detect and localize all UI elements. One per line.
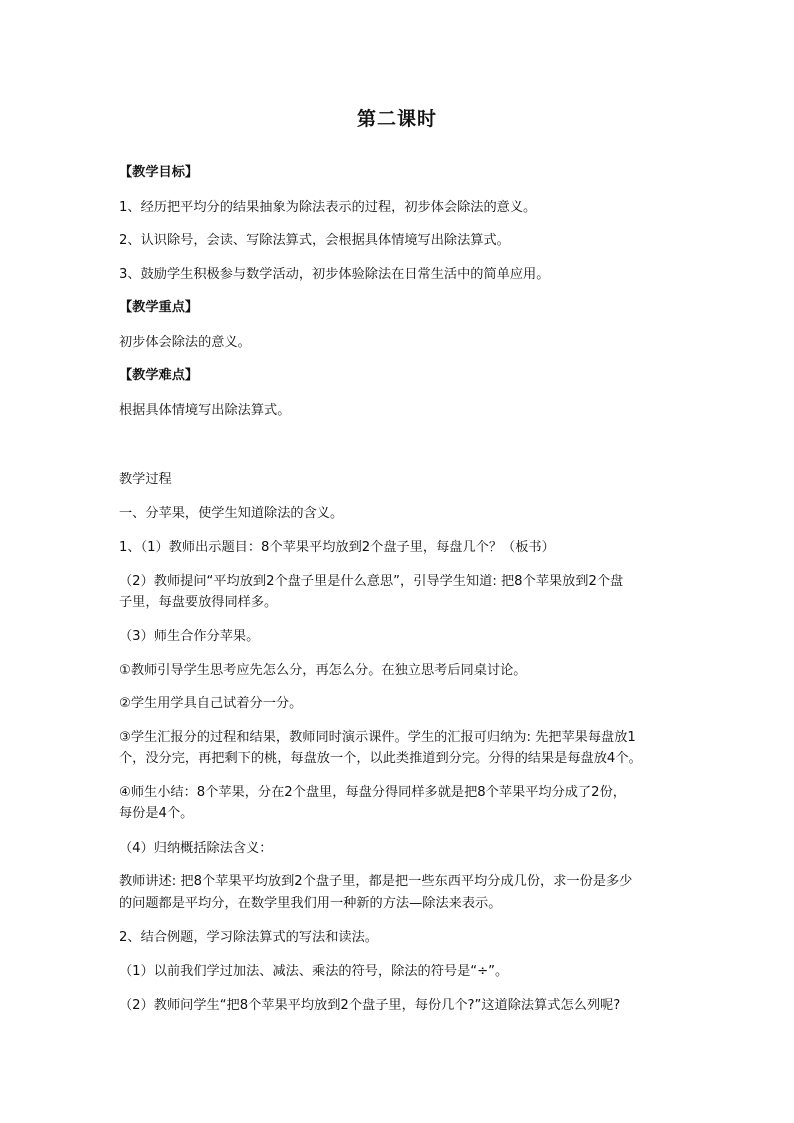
step-2-2: （2）教师问学生“把8个苹果平均放到2个盘子里，每份几个?”这道除法算式怎么列呢? — [119, 998, 621, 1013]
step-1-2-line1: （2）教师提问“平均放到2个盘子里是什么意思”，引导学生知道: 把8个苹果放到2个盘 — [119, 574, 624, 589]
step-1-2-line2: 子里，每盘要放得同样多。 — [119, 595, 278, 610]
teacher-talk-line2: 的问题都是平均分，在数学里我们用一种新的方法—除法来表示。 — [119, 896, 502, 911]
goals-heading: 【教学目标】 — [119, 165, 199, 180]
teacher-talk-line1: 教师讲述: 把8个苹果平均放到2个盘子里，都是把一些东西平均分成几份，求一份是多少 — [119, 874, 633, 889]
step-circle-3-line2: 个，没分完，再把剩下的桃，每盘放一个，以此类推道到分完。分得的结果是每盘放4个。 — [119, 751, 642, 766]
step-circle-4-line1: ④师生小结：8个苹果，分在2个盘里，每盘分得同样多就是把8个苹果平均分成了2份， — [119, 785, 626, 800]
step-1-3: （3）师生合作分苹果。 — [119, 629, 260, 644]
difficulty-text: 根据具体情境写出除法算式。 — [119, 403, 291, 418]
key-text: 初步体会除法的意义。 — [119, 335, 251, 350]
goal-item-1: 1、经历把平均分的结果抽象为除法表示的过程，初步体会除法的意义。 — [119, 200, 537, 215]
difficulty-heading: 【教学难点】 — [119, 368, 199, 383]
key-heading: 【教学重点】 — [119, 300, 199, 315]
step-circle-2: ②学生用学具自己试着分一分。 — [119, 696, 303, 711]
step-circle-3-line1: ③学生汇报分的过程和结果，教师同时演示课件。学生的汇报可归纳为: 先把苹果每盘放1 — [119, 730, 636, 745]
step-2-1: （1）以前我们学过加法、减法、乘法的符号，除法的符号是“÷”。 — [119, 964, 509, 979]
step-circle-4-line2: 每份是4个。 — [119, 806, 194, 821]
goal-item-3: 3、鼓励学生积极参与数学活动，初步体验除法在日常生活中的简单应用。 — [119, 267, 550, 282]
step-1-1: 1、（1）教师出示题目：8个苹果平均放到2个盘子里，每盘几个？（板书） — [119, 540, 555, 555]
page-title: 第二课时 — [356, 108, 437, 130]
part1-heading: 一、分苹果，使学生知道除法的含义。 — [119, 506, 344, 521]
step-1-4: （4）归纳概括除法含义： — [119, 841, 273, 856]
part2-heading: 2、结合例题，学习除法算式的写法和读法。 — [119, 930, 378, 945]
step-circle-1: ①教师引导学生思考应先怎么分，再怎么分。在独立思考后同桌讨论。 — [119, 663, 527, 678]
process-heading: 教学过程 — [119, 472, 172, 487]
goal-item-2: 2、认识除号，会读、写除法算式，会根据具体情境写出除法算式。 — [119, 233, 510, 248]
